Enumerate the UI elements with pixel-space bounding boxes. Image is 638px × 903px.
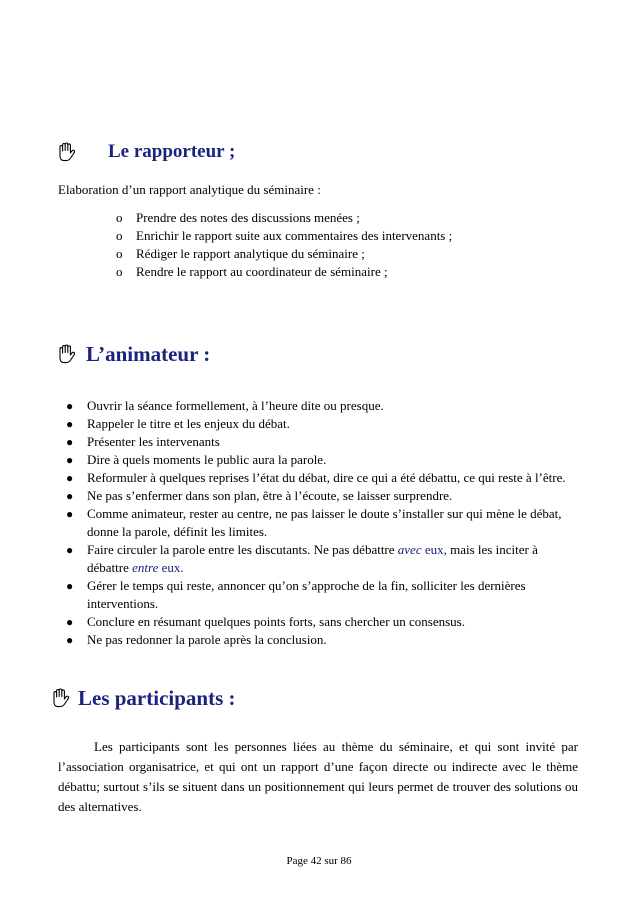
list-item (66, 433, 566, 451)
text-run: Faire circuler la parole entre les discutants. Ne pas débattre (87, 542, 398, 557)
circle-bullet: o (116, 228, 123, 243)
list-item-text: Rédiger le rapport analytique du séminaire ; (136, 246, 365, 261)
rapporteur-intro: Elaboration d’un rapport analytique du séminaire : (58, 182, 321, 197)
heading-text: Le rapporteur ; (108, 140, 236, 162)
rapporteur-task-list (116, 209, 452, 281)
animateur-task-list (66, 397, 566, 649)
bullet-dot: ● (66, 417, 74, 431)
list-item-text: Conclure en résumant quelques points forts, sans chercher un consensus. (87, 614, 465, 629)
list-item-text (87, 542, 538, 575)
list-item-text: Ne pas s’enfermer dans son plan, être à l’écoute, se laisser surprendre. (87, 488, 453, 503)
bullet-dot: ● (66, 615, 74, 629)
list-item (66, 505, 566, 541)
list-item-text: Rendre le rapport au coordinateur de séminaire ; (136, 264, 388, 279)
page-number: Page 42 sur 86 (286, 855, 352, 867)
list-item (116, 227, 452, 245)
heading-text: Les participants : (78, 685, 236, 710)
list-item (66, 487, 566, 505)
text-run-blue: eux. (158, 560, 184, 575)
participants-paragraph: Les participants sont les personnes liées au thème du séminaire, et qui sont invité par l’association organisatrice, et qui ont un rapport d’une façon directe ou indirecte avec le thème débattu; surtout s’ils se situent dans un positionnement qui leurs permet de trouver des solutions ou des alternatives. (58, 739, 578, 814)
list-item-text: Gérer le temps qui reste, annoncer qu’on s’approche de la fin, solliciter les dernières interventions. (87, 578, 526, 611)
list-item (66, 451, 566, 469)
list-item (116, 209, 452, 227)
circle-bullet: o (116, 264, 123, 279)
heading-text: L’animateur : (86, 341, 211, 366)
list-item-text: Comme animateur, rester au centre, ne pas laisser le doute s’installer sur qui mène le débat, donne la parole, définit les limites. (87, 506, 562, 539)
bullet-dot: ● (66, 507, 74, 521)
bullet-dot: ● (66, 633, 74, 647)
list-item-text: Enrichir le rapport suite aux commentaires des intervenants ; (136, 228, 453, 243)
circle-bullet: o (116, 210, 123, 225)
bullet-dot: ● (66, 399, 74, 413)
emphasis-entre: entre (132, 560, 159, 575)
pointing-hand-icon (58, 344, 76, 364)
heading-participants (52, 684, 236, 711)
text-run-blue: eux, (421, 542, 447, 557)
bullet-dot: ● (66, 579, 74, 593)
pointing-hand-icon (52, 688, 70, 708)
emphasis-avec: avec (397, 542, 422, 557)
circle-bullet: o (116, 246, 123, 261)
list-item-text: Présenter les intervenants (87, 434, 220, 449)
pointing-hand-icon (58, 142, 76, 162)
list-item (66, 541, 566, 577)
list-item-text: Ouvrir la séance formellement, à l’heure dite ou presque. (87, 398, 384, 413)
list-item (116, 245, 452, 263)
heading-animateur (58, 340, 210, 367)
list-item (66, 631, 566, 649)
list-item-text: Reformuler à quelques reprises l’état du débat, dire ce qui a été débattu, ce qui reste à l’être. (87, 470, 566, 485)
list-item-text: Rappeler le titre et les enjeux du débat. (87, 416, 290, 431)
list-item (66, 415, 566, 433)
bullet-dot: ● (66, 435, 74, 449)
bullet-dot: ● (66, 453, 74, 467)
list-item-text: Prendre des notes des discussions menées ; (136, 210, 360, 225)
bullet-dot: ● (66, 489, 74, 503)
list-item (66, 613, 566, 631)
bullet-dot: ● (66, 471, 74, 485)
list-item-text: Ne pas redonner la parole après la conclusion. (87, 632, 327, 647)
list-item (116, 263, 452, 281)
list-item (66, 469, 566, 487)
bullet-dot: ● (66, 543, 74, 557)
list-item (66, 397, 566, 415)
list-item-text: Dire à quels moments le public aura la parole. (87, 452, 327, 467)
list-item (66, 577, 566, 613)
heading-rapporteur (58, 140, 235, 163)
text-run: mais les inciter à débattre (87, 542, 538, 575)
